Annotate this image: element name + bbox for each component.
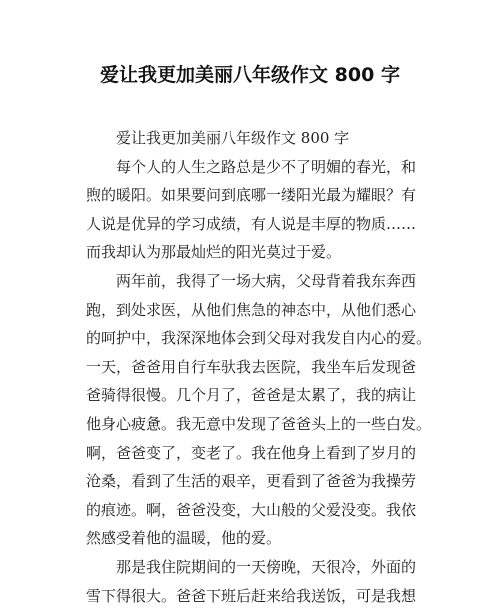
paragraph-line: 的痕迹。啊，爸爸没变，大山般的父爱没变。我依 [86,496,422,525]
paragraph-line: 煦的暖阳。如果要问到底哪一缕阳光最为耀眼？有 [86,181,422,210]
paragraph-line: 爸骑得很慢。几个月了，爸爸是太累了，我的病让 [86,381,422,410]
paragraph-line: 然感受着他的温暖，他的爱。 [86,524,422,553]
paragraph-2 [86,267,422,553]
document-body [86,124,422,610]
paragraph-line: 两年前，我得了一场大病，父母背着我东奔西 [86,267,422,296]
document-title: 爱让我更加美丽八年级作文 800 字 [0,62,500,88]
paragraph-line: 他身心疲惫。我无意中发现了爸爸头上的一些白发。 [86,410,422,439]
paragraph-line: 的呵护中，我深深地体会到父母对我发自内心的爱。 [86,324,422,353]
paragraph-3 [86,553,422,610]
paragraph-line: 那是我住院期间的一天傍晚，天很冷，外面的 [86,553,422,582]
paragraph-line: 而我却认为那最灿烂的阳光莫过于爱。 [86,238,422,267]
paragraph-line: 啊，爸爸变了，变老了。我在他身上看到了岁月的 [86,439,422,468]
paragraph-line: 一天，爸爸用自行车驮我去医院，我坐车后发现爸 [86,353,422,382]
essay-heading-line [86,124,422,153]
essay-heading-text: 爱让我更加美丽八年级作文 800 字 [86,124,422,153]
paragraph-line: 跑，到处求医，从他们焦急的神态中，从他们悉心 [86,296,422,325]
paragraph-line: 雪下得很大。爸爸下班后赶来给我送饭，可是我想 [86,582,422,610]
paragraph-line: 人说是优异的学习成绩，有人说是丰厚的物质…… [86,210,422,239]
paragraph-line: 沧桑，看到了生活的艰辛，更看到了爸爸为我操劳 [86,467,422,496]
paragraph-1 [86,153,422,267]
paragraph-line: 每个人的人生之路总是少不了明媚的春光，和 [86,153,422,182]
